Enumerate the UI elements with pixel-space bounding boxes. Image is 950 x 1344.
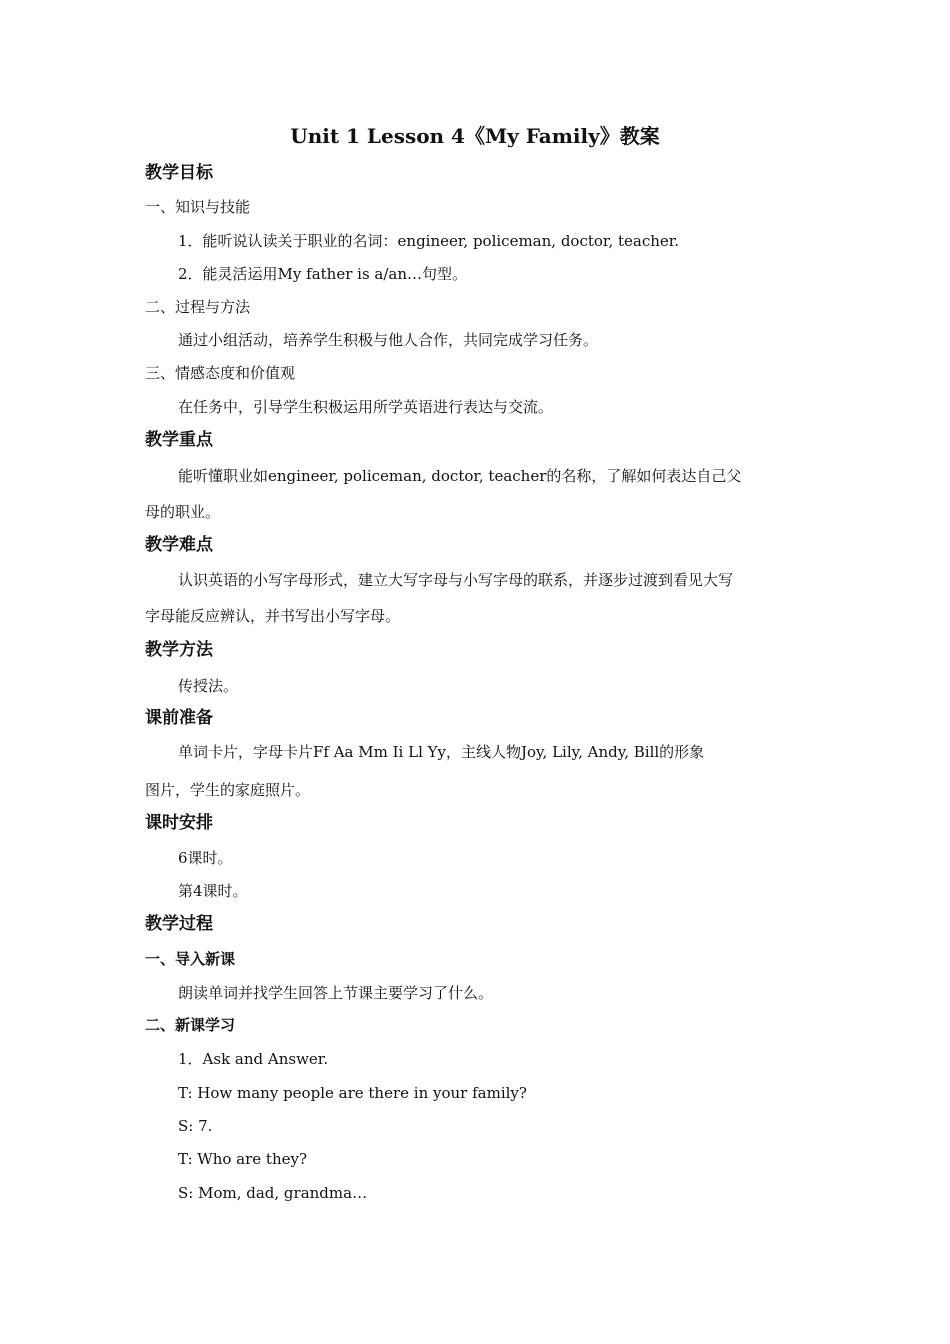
heading-process: 教学过程 [145, 914, 213, 934]
objective-line: 2．能灵活运用My father is a/an…句型。 [178, 265, 468, 283]
objective-line: 在任务中，引导学生积极运用所学英语进行表达与交流。 [178, 398, 554, 416]
heading-schedule: 课时安排 [145, 813, 213, 833]
dialogue-line: T: How many people are there in your family? [178, 1084, 527, 1102]
paragraph-line: 6课时。 [178, 849, 233, 867]
heading-key-points: 教学重点 [145, 430, 213, 450]
subheading-attitude: 三、情感态度和价值观 [145, 364, 296, 382]
paragraph-line: 单词卡片，字母卡片Ff Aa Mm Ii Ll Yy，主线人物Joy, Lily, Andy, Bill的形象 [178, 743, 705, 761]
dialogue-line: S: 7. [178, 1117, 213, 1135]
paragraph-line: 图片，学生的家庭照片。 [145, 781, 311, 799]
objective-line: 通过小组活动，培养学生积极与他人合作，共同完成学习任务。 [178, 331, 599, 349]
heading-objectives: 教学目标 [145, 163, 213, 183]
objective-line: 1．能听说认读关于职业的名词：engineer, policeman, doctor, teacher. [178, 232, 680, 250]
subheading-knowledge: 一、知识与技能 [145, 198, 251, 216]
paragraph-line: 认识英语的小写字母形式，建立大写字母与小写字母的联系，并逐步过渡到看见大写 [178, 571, 734, 589]
dialogue-line: S: Mom, dad, grandma… [178, 1184, 368, 1202]
subheading-process-method: 二、过程与方法 [145, 298, 251, 316]
paragraph-line: 母的职业。 [145, 503, 221, 521]
subheading-intro: 一、导入新课 [145, 950, 236, 968]
paragraph-line: 字母能反应辨认，并书写出小写字母。 [145, 607, 401, 625]
subheading-new-lesson: 二、新课学习 [145, 1016, 236, 1034]
paragraph-line: 传授法。 [178, 677, 239, 695]
dialogue-line: 1．Ask and Answer. [178, 1050, 329, 1068]
paragraph-line: 第4课时。 [178, 882, 248, 900]
dialogue-line: T: Who are they? [178, 1150, 308, 1168]
heading-method: 教学方法 [145, 640, 213, 660]
heading-preparation: 课前准备 [145, 708, 213, 728]
paragraph-line: 能听懂职业如engineer, policeman, doctor, teacher的名称，了解如何表达自己父 [178, 467, 742, 485]
heading-difficulties: 教学难点 [145, 535, 213, 555]
paragraph-line: 朗读单词并找学生回答上节课主要学习了什么。 [178, 984, 494, 1002]
document-title: Unit 1 Lesson 4《My Family》教案 [290, 124, 660, 148]
